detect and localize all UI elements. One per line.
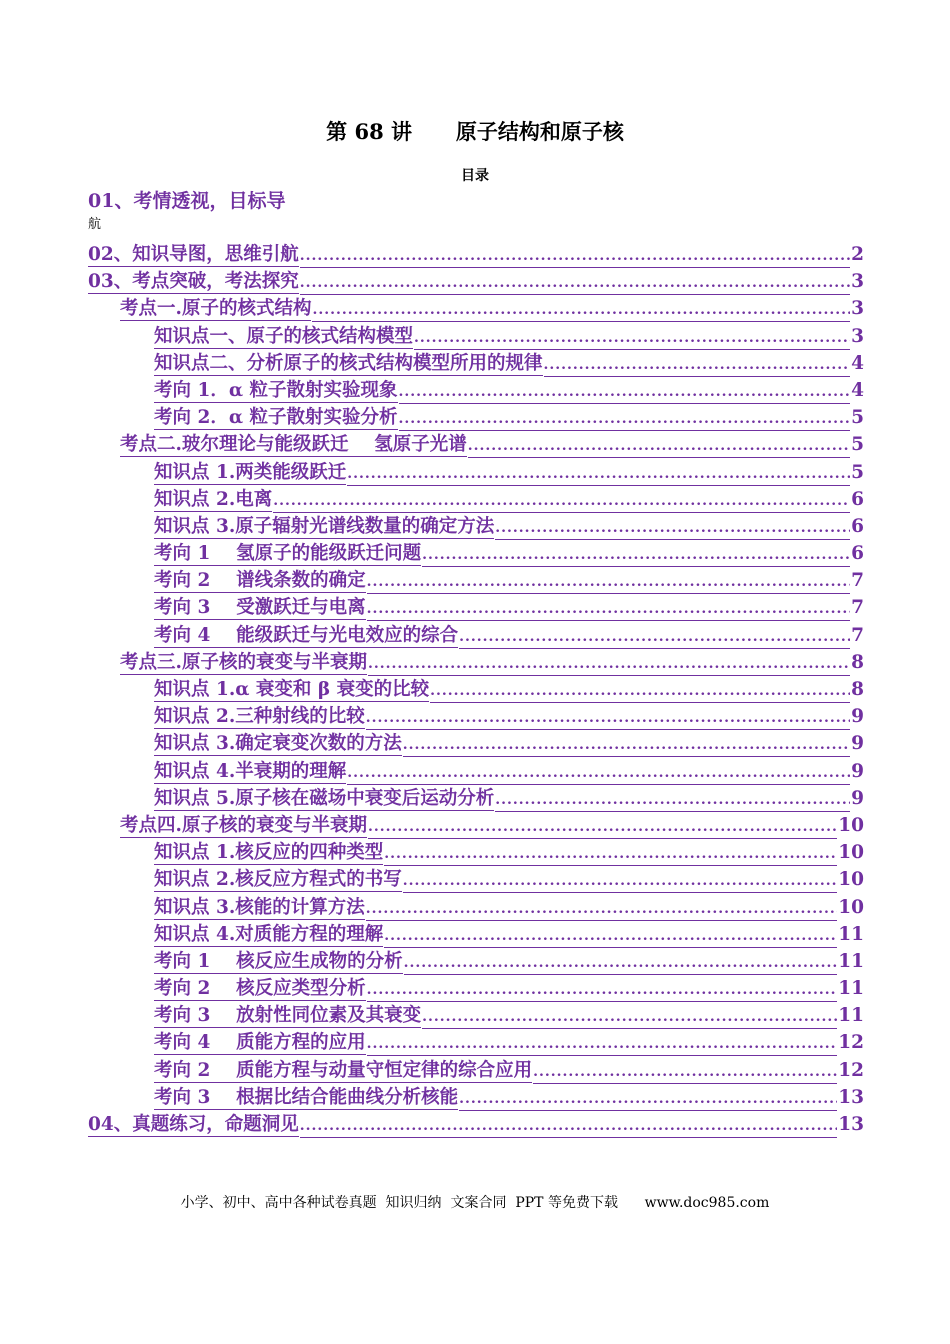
toc-entry-01-wrap: 航 <box>88 217 102 232</box>
toc-leader-dots <box>384 925 837 948</box>
toc-entry-label: 考向 1．α 粒子散射实验现象 <box>154 379 398 401</box>
toc-leader-dots <box>312 299 850 322</box>
toc-leader-dots <box>366 898 837 921</box>
toc-entry-label: 考点四.原子核的衰变与半衰期 <box>120 814 367 836</box>
toc-entry-label: 考向 4 质能方程的应用 <box>154 1032 366 1054</box>
toc-leader-dots <box>533 1061 837 1084</box>
toc-page-number: 6 <box>851 515 864 537</box>
toc-entry-label: 考向 2．α 粒子散射实验分析 <box>154 407 398 429</box>
toc-leader-dots <box>366 707 850 730</box>
toc-entry-label: 考向 3 根据比结合能曲线分析核能 <box>154 1086 459 1108</box>
toc-entry-label: 考向 2 质能方程与动量守恒定律的综合应用 <box>154 1059 533 1081</box>
toc-entry-label: 考点三.原子核的衰变与半衰期 <box>120 651 367 673</box>
toc-page-number: 8 <box>851 651 864 673</box>
toc-page-number: 6 <box>851 543 864 565</box>
toc-leader-dots <box>273 490 850 513</box>
toc-entry[interactable] <box>88 323 864 350</box>
toc-entry-label: 04、真题练习，命题洞见 <box>88 1114 299 1135</box>
toc-leader-dots <box>367 571 851 594</box>
toc-leader-dots <box>495 517 850 540</box>
toc-entry-label: 知识点 1.α 衰变和 β 衰变的比较 <box>154 679 430 700</box>
toc-leader-dots <box>300 1115 838 1138</box>
toc-page-number: 10 <box>838 896 864 918</box>
toc-entry-label: 知识点 3.原子辐射光谱线数量的确定方法 <box>154 515 495 537</box>
toc-leader-dots <box>404 952 838 975</box>
toc-page-number: 7 <box>851 624 864 646</box>
toc-leader-dots <box>300 272 850 295</box>
toc-page-number: 7 <box>851 597 864 619</box>
toc-entry[interactable] <box>88 894 864 921</box>
toc-entry-01[interactable]: 01、考情透视，目标导 <box>88 190 286 212</box>
toc-entry-label: 知识点 3.核能的计算方法 <box>154 896 365 918</box>
toc-leader-dots <box>368 653 850 676</box>
toc-page-number: 8 <box>851 679 864 700</box>
toc-entry-label: 考向 4 能级跃迁与光电效应的综合 <box>154 624 459 646</box>
toc-page-number: 10 <box>838 869 864 891</box>
toc-entry-label: 知识点 1.两类能级跃迁 <box>154 461 347 483</box>
toc-leader-dots <box>414 327 850 350</box>
toc-entry[interactable] <box>88 567 864 594</box>
toc-page-number: 12 <box>838 1059 864 1081</box>
toc-entry[interactable] <box>88 622 864 649</box>
toc-page-number: 3 <box>851 271 864 293</box>
toc-page-number: 11 <box>838 978 864 1000</box>
toc-page-number: 9 <box>851 706 864 728</box>
toc-entry[interactable] <box>88 241 864 268</box>
toc-page-number: 3 <box>851 325 864 347</box>
toc-entry[interactable] <box>88 785 864 812</box>
toc-leader-dots <box>368 816 837 839</box>
toc-entry[interactable] <box>88 975 864 1002</box>
toc-leader-dots <box>459 1088 837 1111</box>
toc-entry[interactable] <box>88 540 864 567</box>
toc-leader-dots <box>347 762 850 785</box>
toc-leader-dots <box>347 463 850 486</box>
toc-leader-dots <box>367 979 838 1002</box>
toc-page-number: 7 <box>851 570 864 592</box>
toc-entry[interactable] <box>88 812 864 839</box>
toc-entry[interactable] <box>88 1002 864 1029</box>
toc-page-number: 13 <box>838 1086 864 1108</box>
toc-page-number: 9 <box>851 787 864 809</box>
toc-page-number: 9 <box>851 733 864 755</box>
toc-leader-dots <box>422 544 850 567</box>
toc-page-number: 5 <box>851 434 864 456</box>
toc-entry[interactable] <box>88 431 864 458</box>
page-title: 第 68 讲 原子结构和原子核 <box>326 119 624 144</box>
toc-entry-label: 考向 2 核反应类型分析 <box>154 978 366 1000</box>
toc-leader-dots <box>403 870 837 893</box>
toc-entry-label: 考向 3 受激跃迁与电离 <box>154 597 366 619</box>
toc-page-number: 2 <box>851 244 864 265</box>
toc-leader-dots <box>468 435 850 458</box>
toc-entry-label: 考向 2 谱线条数的确定 <box>154 570 366 592</box>
table-of-contents <box>88 241 864 1138</box>
toc-entry[interactable] <box>88 404 864 431</box>
toc-entry[interactable] <box>88 350 864 377</box>
toc-entry[interactable] <box>88 921 864 948</box>
toc-entry-label: 考点二.玻尔理论与能级跃迁 氢原子光谱 <box>120 434 467 456</box>
toc-leader-dots <box>384 843 837 866</box>
toc-entry-label: 02、知识导图，思维引航 <box>88 244 299 265</box>
toc-entry[interactable] <box>88 1029 864 1056</box>
toc-leader-dots <box>544 354 851 377</box>
toc-entry-label: 知识点 3.确定衰变次数的方法 <box>154 733 402 755</box>
toc-entry[interactable] <box>88 513 864 540</box>
toc-entry-label: 知识点 2.三种射线的比较 <box>154 706 365 728</box>
toc-entry-label: 考向 3 放射性同位素及其衰变 <box>154 1005 422 1027</box>
toc-leader-dots <box>367 1033 838 1056</box>
toc-entry[interactable] <box>88 1057 864 1084</box>
toc-leader-dots <box>403 734 850 757</box>
toc-page-number: 9 <box>851 760 864 782</box>
toc-leader-dots <box>399 408 851 431</box>
toc-entry[interactable] <box>88 703 864 730</box>
toc-leader-dots <box>459 626 850 649</box>
toc-page-number: 5 <box>851 407 864 429</box>
toc-leader-dots <box>300 245 850 268</box>
toc-entry-label: 知识点 2.核反应方程式的书写 <box>154 869 402 891</box>
toc-page-number: 11 <box>838 923 864 945</box>
toc-entry[interactable] <box>88 295 864 322</box>
toc-entry[interactable] <box>88 459 864 486</box>
toc-leader-dots <box>430 680 850 703</box>
toc-entry[interactable] <box>88 649 864 676</box>
toc-entry-label: 考向 1 氢原子的能级跃迁问题 <box>154 543 422 565</box>
toc-entry-label: 知识点一、原子的核式结构模型 <box>154 325 414 347</box>
toc-page-number: 10 <box>838 814 864 836</box>
toc-entry-label: 知识点 2.电离 <box>154 488 273 510</box>
toc-entry-label: 知识点 5.原子核在磁场中衰变后运动分析 <box>154 787 495 809</box>
toc-entry[interactable] <box>88 1111 864 1138</box>
toc-heading: 目录 <box>461 168 489 184</box>
toc-entry[interactable] <box>88 866 864 893</box>
toc-entry[interactable] <box>88 948 864 975</box>
toc-page-number: 4 <box>851 352 864 374</box>
toc-entry[interactable] <box>88 730 864 757</box>
toc-entry-label: 知识点二、分析原子的核式结构模型所用的规律 <box>154 352 543 374</box>
toc-page-number: 10 <box>838 842 864 864</box>
toc-entry-label: 03、考点突破，考法探究 <box>88 271 299 293</box>
toc-page-number: 5 <box>851 461 864 483</box>
toc-leader-dots <box>399 381 851 404</box>
toc-leader-dots <box>367 598 851 621</box>
toc-entry[interactable] <box>88 676 864 703</box>
toc-entry[interactable] <box>88 839 864 866</box>
toc-entry[interactable] <box>88 268 864 295</box>
toc-entry-label: 知识点 4.对质能方程的理解 <box>154 923 384 945</box>
toc-page-number: 6 <box>851 488 864 510</box>
toc-entry[interactable] <box>88 1084 864 1111</box>
toc-leader-dots <box>422 1006 837 1029</box>
page-footer: 小学、初中、高中各种试卷真题 知识归纳 文案合同 PPT 等免费下载 www.doc985.com <box>180 1195 770 1211</box>
toc-entry-label: 知识点 4.半衰期的理解 <box>154 760 347 782</box>
toc-entry[interactable] <box>88 594 864 621</box>
toc-entry[interactable] <box>88 377 864 404</box>
toc-leader-dots <box>495 789 850 812</box>
toc-entry-label: 考点一.原子的核式结构 <box>120 298 312 320</box>
toc-page-number: 11 <box>838 1005 864 1027</box>
toc-page-number: 3 <box>851 298 864 320</box>
toc-page-number: 13 <box>838 1114 864 1135</box>
toc-page-number: 11 <box>838 950 864 972</box>
toc-entry-label: 考向 1 核反应生成物的分析 <box>154 950 403 972</box>
toc-entry-label: 知识点 1.核反应的四种类型 <box>154 842 384 864</box>
toc-page-number: 12 <box>838 1032 864 1054</box>
toc-entry[interactable] <box>88 758 864 785</box>
toc-page-number: 4 <box>851 379 864 401</box>
toc-entry[interactable] <box>88 486 864 513</box>
